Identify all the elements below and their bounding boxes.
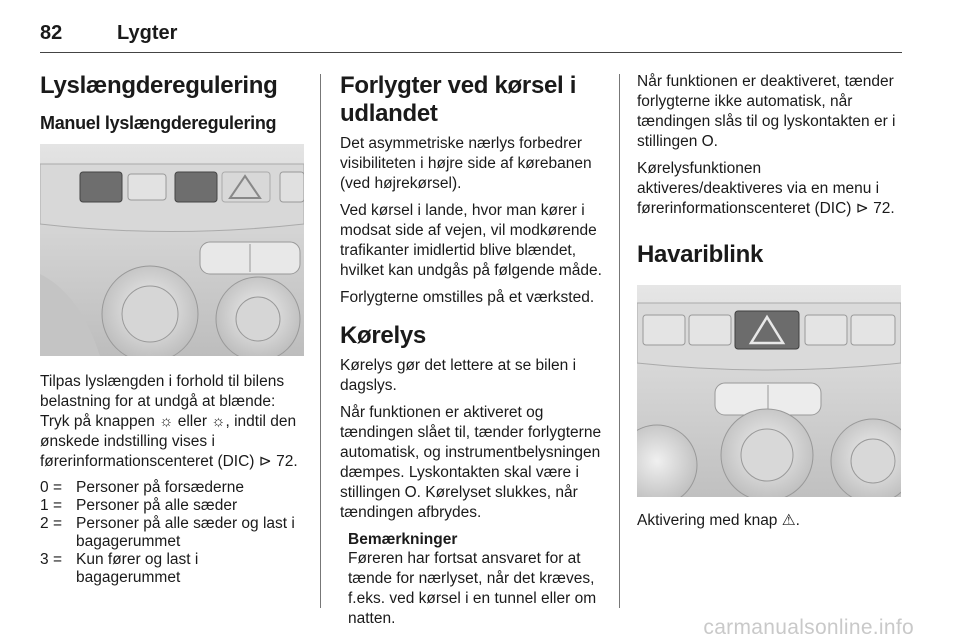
list-item: 0 = Personer på forsæderne [40, 479, 245, 496]
paragraph: Ved kørsel i lande, hvor man kører i modsat side af vejen, vil modkørende trafikanter imidlertid blive blændet, hvilket kan undgås på følgende måde. [340, 202, 602, 279]
paragraph: Når funktionen er aktiveret og tændingen slået til, tænder forlygterne automatisk, og instrumentbelysningen dæmpes. Lyskontakten skal være i stillingen O. Kørelyset slukkes, når tændingen afbrydes. [340, 404, 602, 521]
paragraph: Kørelysfunktionen aktiveres/deaktiveres via en menu i førerinformationscenteret (DIC) ⊳ 72. [637, 160, 895, 217]
watermark: carmanualsonline.info [703, 616, 914, 639]
column-2 [340, 72, 606, 636]
section-title-headlights-abroad: Forlygter ved kørsel i udlandet [340, 72, 577, 127]
section-title-headlight-range: Lyslængderegulering [40, 72, 278, 99]
list-item: 3 = Kun fører og last i bagagerummet [40, 551, 199, 586]
column-divider [320, 74, 321, 608]
column-divider [619, 74, 620, 608]
page-header [40, 18, 902, 53]
paragraph: Forlygterne omstilles på et værksted. [340, 289, 595, 306]
section-title-daytime-lights: Kørelys [340, 322, 426, 349]
page-number: 82 [40, 22, 63, 44]
subsection-title-manual-range: Manuel lyslængderegulering [40, 113, 277, 133]
section-title-hazard-lights: Havariblink [637, 241, 764, 268]
paragraph-range-instructions: Tilpas lyslængden i forhold til bilens belastning for at undgå at blænde: Tryk på knappen ☼ eller ☼, indtil den ønskede indstilling vises i førerinformationscenteret (DIC) ⊳ 72. [40, 373, 298, 470]
paragraph: Når funktionen er deaktiveret, tænder forlygterne ikke automatisk, når tændingen slås til og lyskontakten er i stillingen O. [637, 73, 896, 150]
hazard-caption: Aktivering med knap ⚠. [637, 512, 800, 529]
dashboard-photo-hazard-button [637, 285, 901, 497]
note-text: Føreren har fortsat ansvaret for at tænde for nærlyset, når det kræves, f.eks. ved kørsel i en tunnel eller om natten. [348, 550, 597, 627]
list-item: 1 = Personer på alle sæder [40, 497, 238, 514]
column-3 [637, 72, 905, 538]
paragraph: Det asymmetriske nærlys forbedrer visibiliteten i højre side af kørebanen (ved højrekørsel). [340, 135, 592, 192]
list-item: 2 = Personer på alle sæder og last i bagagerummet [40, 515, 295, 550]
column-1 [40, 72, 304, 587]
chapter-title: Lygter [117, 22, 178, 44]
note-box [348, 530, 606, 629]
dashboard-photo-range-buttons [40, 144, 304, 356]
load-setting-list [40, 479, 304, 587]
paragraph: Kørelys gør det lettere at se bilen i dagslys. [340, 357, 577, 394]
note-heading: Bemærkninger [348, 531, 458, 548]
